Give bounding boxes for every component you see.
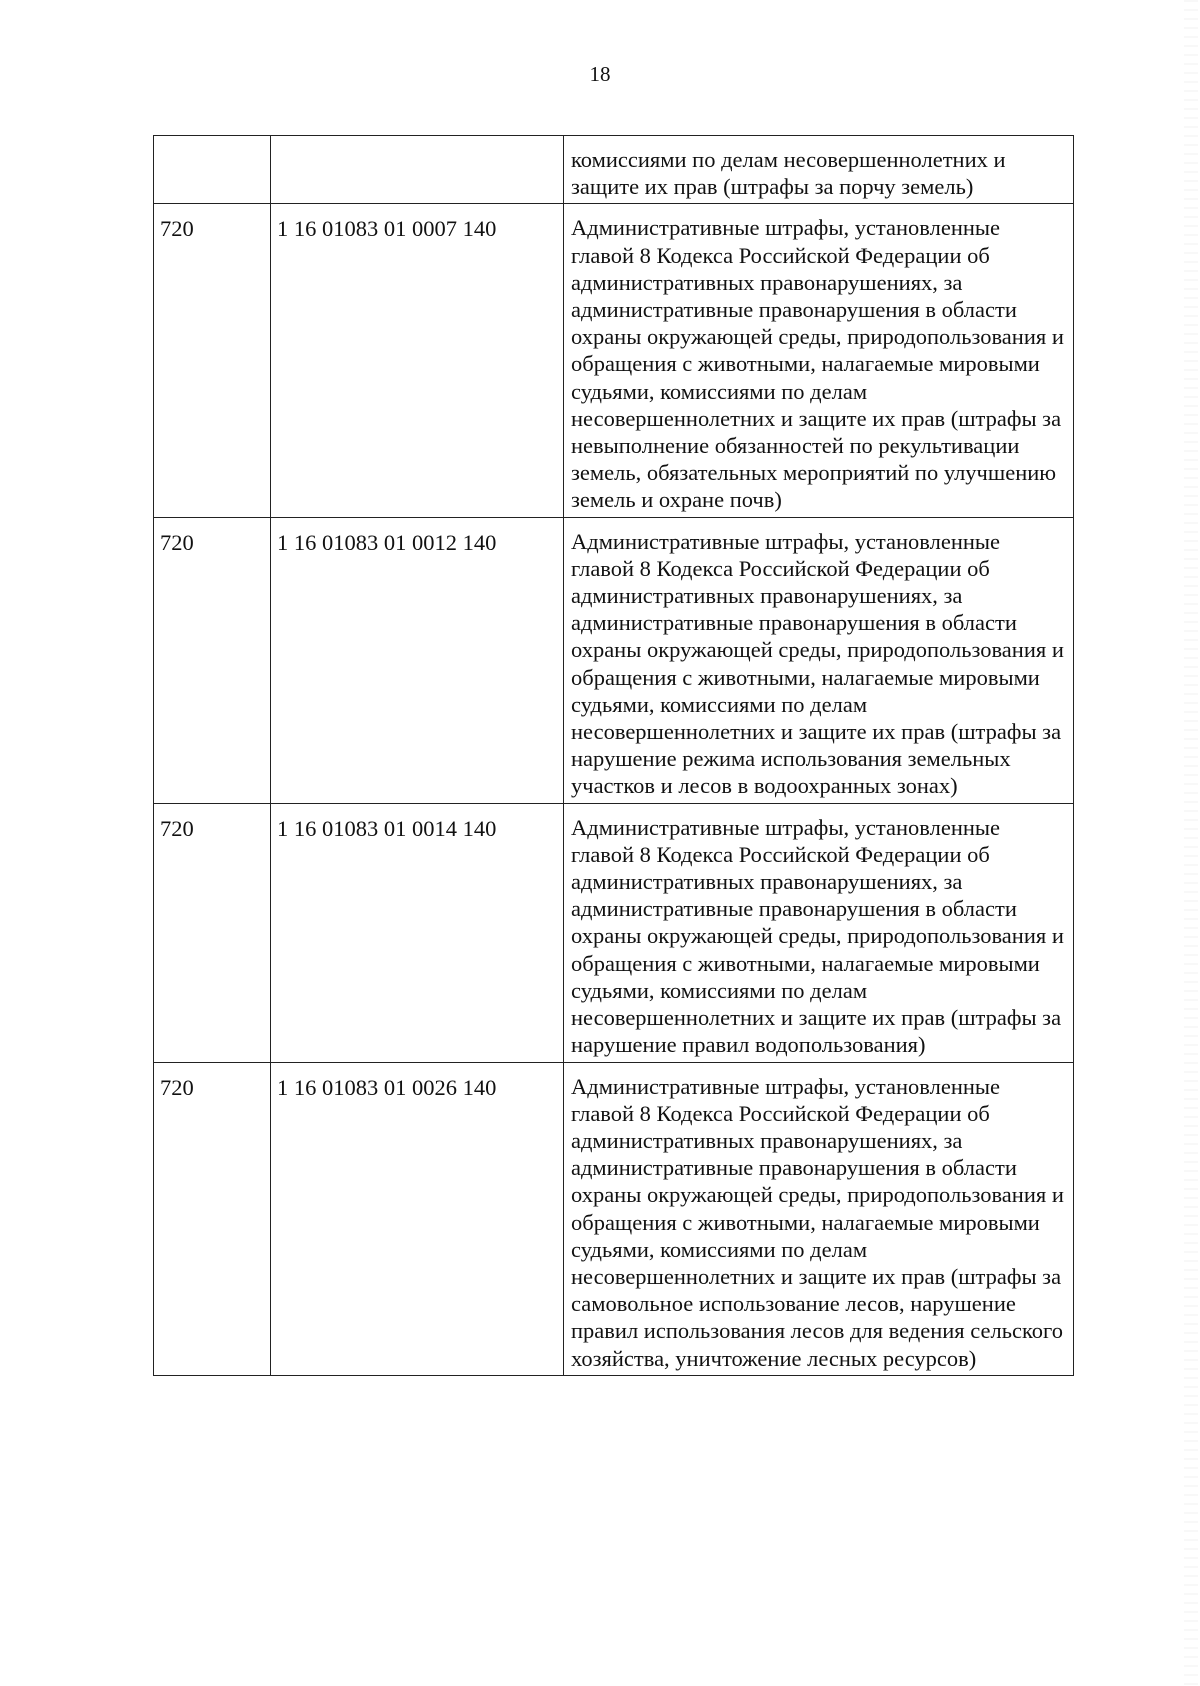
- description-cell: Административные штрафы, установленные главой 8 Кодекса Российской Федерации об административных правонарушениях, за административные правонарушения в области охраны окружающей среды, природопользования и обращения с животными, налагаемые мировыми судьями, комиссиями по делам несовершеннолетних и защите их прав (штрафы за нарушение правил водопользования): [564, 803, 1074, 1062]
- budget-code-cell: 1 16 01083 01 0007 140: [271, 204, 564, 517]
- table-row: [154, 204, 1074, 517]
- budget-code-cell: 1 16 01083 01 0026 140: [271, 1062, 564, 1375]
- table-row: [154, 136, 1074, 204]
- budget-code-cell: 1 16 01083 01 0012 140: [271, 517, 564, 803]
- revenue-codes-table: [153, 135, 1074, 1376]
- description-cell: Административные штрафы, установленные главой 8 Кодекса Российской Федерации об административных правонарушениях, за административные правонарушения в области охраны окружающей среды, природопользования и обращения с животными, налагаемые мировыми судьями, комиссиями по делам несовершеннолетних и защите их прав (штрафы за невыполнение обязанностей по рекультивации земель, обязательных мероприятий по улучшению земель и охране почв): [564, 204, 1074, 517]
- budget-code-cell: [271, 136, 564, 204]
- page-number: 18: [589, 62, 611, 86]
- description-cell: Административные штрафы, установленные главой 8 Кодекса Российской Федерации об административных правонарушениях, за административные правонарушения в области охраны окружающей среды, природопользования и обращения с животными, налагаемые мировыми судьями, комиссиями по делам несовершеннолетних и защите их прав (штрафы за нарушение режима использования земельных участков и лесов в водоохранных зонах): [564, 517, 1074, 803]
- description-cell: комиссиями по делам несовершеннолетних и защите их прав (штрафы за порчу земель): [564, 136, 1074, 204]
- budget-code-cell: 1 16 01083 01 0014 140: [271, 803, 564, 1062]
- admin-code-cell: [154, 136, 271, 204]
- table-row: [154, 803, 1074, 1062]
- admin-code-cell: 720: [154, 517, 271, 803]
- table-row: [154, 517, 1074, 803]
- table-row: [154, 1062, 1074, 1375]
- description-cell: Административные штрафы, установленные главой 8 Кодекса Российской Федерации об административных правонарушениях, за административные правонарушения в области охраны окружающей среды, природопользования и обращения с животными, налагаемые мировыми судьями, комиссиями по делам несовершеннолетних и защите их прав (штрафы за самовольное использование лесов, нарушение правил использования лесов для ведения сельского хозяйства, уничтожение лесных ресурсов): [564, 1062, 1074, 1375]
- admin-code-cell: 720: [154, 204, 271, 517]
- scan-edge-artifact: [1184, 0, 1198, 1686]
- admin-code-cell: 720: [154, 803, 271, 1062]
- admin-code-cell: 720: [154, 1062, 271, 1375]
